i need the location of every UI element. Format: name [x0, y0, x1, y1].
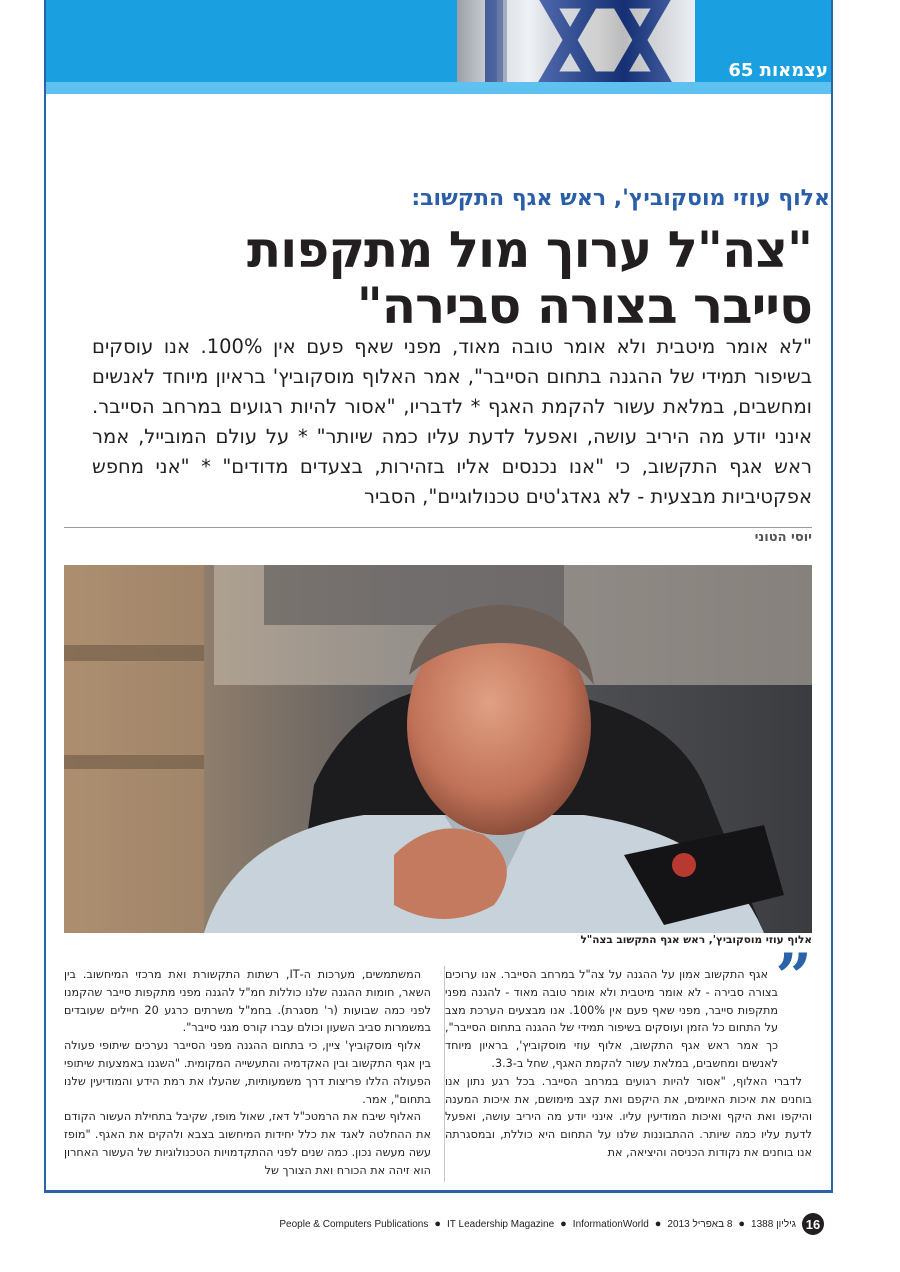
article-headline: "צה"ל ערוך מול מתקפות סייבר בצורה סבירה"	[247, 221, 812, 335]
section-label: עצמאות 65	[728, 60, 828, 81]
paragraph: אלוף מוסקוביץ' ציין, כי בתחום ההגנה מפני הסייבר נערכים שיתופי פעולה בין אגף התקשוב ובין האקדמיה והתעשייה המקומית. "השגנו באמצעות שיתופי הפעולה הללו פריצות דרך משמעותיות, שהעלו את רמת הידע והמודיעין שלנו בתחום", אמר.	[64, 1039, 431, 1106]
portrait-photo	[64, 565, 812, 933]
bullet-icon: ●	[654, 1218, 662, 1230]
footer-date: 8 באפריל 2013	[667, 1218, 733, 1230]
column-divider	[444, 966, 445, 1182]
paragraph: האלוף שיבח את הרמטכ"ל דאז, שאול מופז, שקיבל בתחילת העשור הקודם את ההחלטה לאגד את כלל יחידות המיחשוב בצבא ולהקים את האגף. "מופז עשה מעשה נכון. כמה שנים לפני ההתקדמויות הטכנולוגיות של העשור האחרון הוא זיהה את הכורח ואת הצורך של	[64, 1110, 431, 1177]
bullet-icon: ●	[560, 1218, 567, 1230]
article-column-right	[445, 966, 812, 1162]
bullet-icon: ●	[738, 1218, 746, 1230]
byline-divider	[64, 527, 812, 528]
paragraph: אגף התקשוב אמון על ההגנה על צה"ל במרחב הסייבר. אנו ערוכים בצורה סבירה - לא אומר מיטבית ולא אומר טובה מאוד - להגנה מפני מתקפות סייבר, מפני שאף פעם אין 100%. אנו מבצעים הערכת מצב על התחום כל הזמן ועוסקים בשיפור תמידי של ההגנה בתחום הסייבר", כך אמר ראש אגף התקשוב, אלוף עוזי מוסקוביץ', בראיון מיוחד לאנשים ומחשבים, במלאת עשור להקמת האגף, שחל ב-3.3.	[445, 968, 778, 1070]
paragraph: המשתמשים, מערכות ה-IT, רשתות התקשורת ואת מרכזי המיחשוב. בין השאר, חומות ההגנה שלנו כוללות חמ"ל להגנה מפני מתקפות סייבר שהקמנו לפני כמה שבועות (ר' מסגרת). בחמ"ל משרתים כרגע 20 חיילים שעובדים במשמרות סביב השעון וכולם עברו קורס מגני סייבר".	[64, 968, 431, 1035]
byline: יוסי הטוני	[754, 530, 812, 545]
footer-issue: גיליון 1388	[751, 1218, 796, 1230]
paragraph: לדברי האלוף, "אסור להיות רגועים במרחב הסייבר. בכל רגע נתון אנו בוחנים את איכות האיומים, את היקפם ואת קצב מימושם, את איכות המענה והיקפו ואת היקף ואיכות המודיעין עליו. אינני יודע מה היריב עושה, ואפעל לדעת עליו כמה שיותר. ההתבוננות שלנו על התחום היא כוללת, ובמסגרתה אנו בוחנים את נקודות הכניסה והיציאה, את	[445, 1074, 812, 1159]
article-column-left	[64, 966, 431, 1180]
page-footer	[279, 1213, 824, 1235]
photo-caption: אלוף עוזי מוסקוביץ', ראש אגף התקשוב בצה"ל	[580, 934, 812, 946]
article-lead: "לא אומר מיטבית ולא אומר טובה מאוד, מפני שאף פעם אין 100%. אנו עוסקים בשיפור תמידי של ההגנה בתחום הסייבר", אמר האלוף מוסקוביץ' בראיון מיוחד לאנשים ומחשבים, במלאת עשור להקמת האגף * לדבריו, "אסור להיות רגועים במרחב הסייבר. אינני יודע מה היריב עושה, ואפעל לדעת עליו כמה שיותר" * על עולם המובייל, אמר ראש אגף התקשוב, כי "אנו נכנסים אליו בזהירות, בצעדים מדודים" * "אני מחפש אפקטיביות מבצעית - לא גאדג'טים טכנולוגיים", הסביר	[92, 335, 812, 508]
footer-pub-2: IT Leadership Magazine	[447, 1218, 555, 1230]
footer-pub-3: People & Computers Publications	[279, 1218, 429, 1230]
quote-mark-icon: ”	[775, 940, 812, 1015]
article-subhead: אלוף עוזי מוסקוביץ', ראש אגף התקשוב:	[411, 186, 830, 211]
bullet-icon: ●	[434, 1218, 442, 1230]
page-number: 16	[802, 1213, 824, 1235]
footer-pub-1: InformationWorld	[572, 1218, 649, 1230]
